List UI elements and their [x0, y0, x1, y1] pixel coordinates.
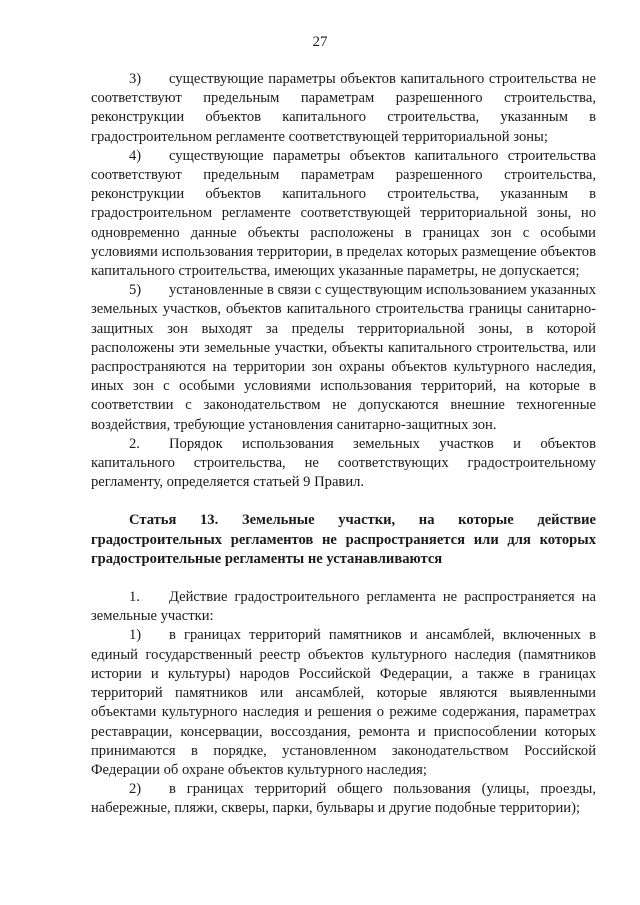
item-text: существующие параметры объектов капитального строительства не соответствуют предельным параметрам разрешенного строительства, реконструкции объектов капитального строительства, указанным в градостроительном регламенте соответствующей территориальной зоны; — [91, 71, 596, 145]
item-text: Действие градостроительного регламента не распространяется на земельные участки: — [91, 589, 596, 625]
paragraph-item-3 — [91, 70, 596, 147]
spacer — [91, 569, 596, 588]
item-number: 5) — [129, 282, 142, 299]
item-text: в границах территорий общего пользования (улицы, проезды, набережные, пляжи, скверы, парки, бульвары и другие подобные территории); — [91, 781, 596, 817]
paragraph-item-2 — [91, 780, 596, 818]
paragraph-section-2 — [91, 435, 596, 493]
item-number: 2. — [129, 435, 140, 452]
paragraph-item-4 — [91, 147, 596, 281]
item-number: 1. — [129, 589, 140, 606]
item-number: 2) — [129, 781, 142, 798]
item-text: установленные в связи с существующим использованием указанных земельных участков, объектов капитального строительства границы санитарно-защитных зон выходят за пределы территориальной зоны, в которой расположены эти земельные участки, объекты капитального строительства, или распространяются на территории зон охраны объектов культурного наследия, иных зон с особыми условиями использования территорий, на которые в соответствии с законодательством не допускаются внешние техногенные воздействия, требующие установления санитарно-защитных зон. — [91, 282, 596, 433]
page-number: 27 — [312, 34, 328, 50]
page-content — [91, 70, 596, 819]
item-text: в границах территорий памятников и ансамблей, включенных в единый государственный реестр объектов культурного наследия (памятников истории и культуры) народов Российской Федерации, а также в границах территорий памятников или ансамблей, которые являются выявленными объектами культурного наследия и решения о режиме содержания, параметрах реставрации, консервации, воссоздания, ремонта и приспособлении которых принимаются в порядке, установленном законодательством Российской Федерации об охране объектов культурного наследия; — [91, 627, 596, 778]
item-number: 4) — [129, 147, 142, 164]
paragraph-section-1 — [91, 588, 596, 626]
item-text: существующие параметры объектов капитального строительства соответствуют предельным параметрам разрешенного строительства, реконструкции объектов капитального строительства, указанным в градостроительном регламенте соответствующей территориальной зоны, но одновременно данные объекты расположены в границах зон с особыми условиями использования территории, в пределах которых размещение объектов капитального строительства, имеющих указанные параметры, не допускается; — [91, 147, 596, 280]
item-number: 3) — [129, 71, 142, 87]
paragraph-item-1 — [91, 626, 596, 780]
item-number: 1) — [129, 627, 142, 644]
article-heading: Статья 13. Земельные участки, на которые действие градостроительных регламентов не распространяется или для которых градостроительные регламенты не устанавливаются — [91, 512, 596, 567]
spacer — [91, 492, 596, 511]
item-text: Порядок использования земельных участков и объектов капитального строительства, не соответствующих градостроительному регламенту, определяется статьей 9 Правил. — [91, 435, 596, 491]
paragraph-item-5 — [91, 281, 596, 435]
